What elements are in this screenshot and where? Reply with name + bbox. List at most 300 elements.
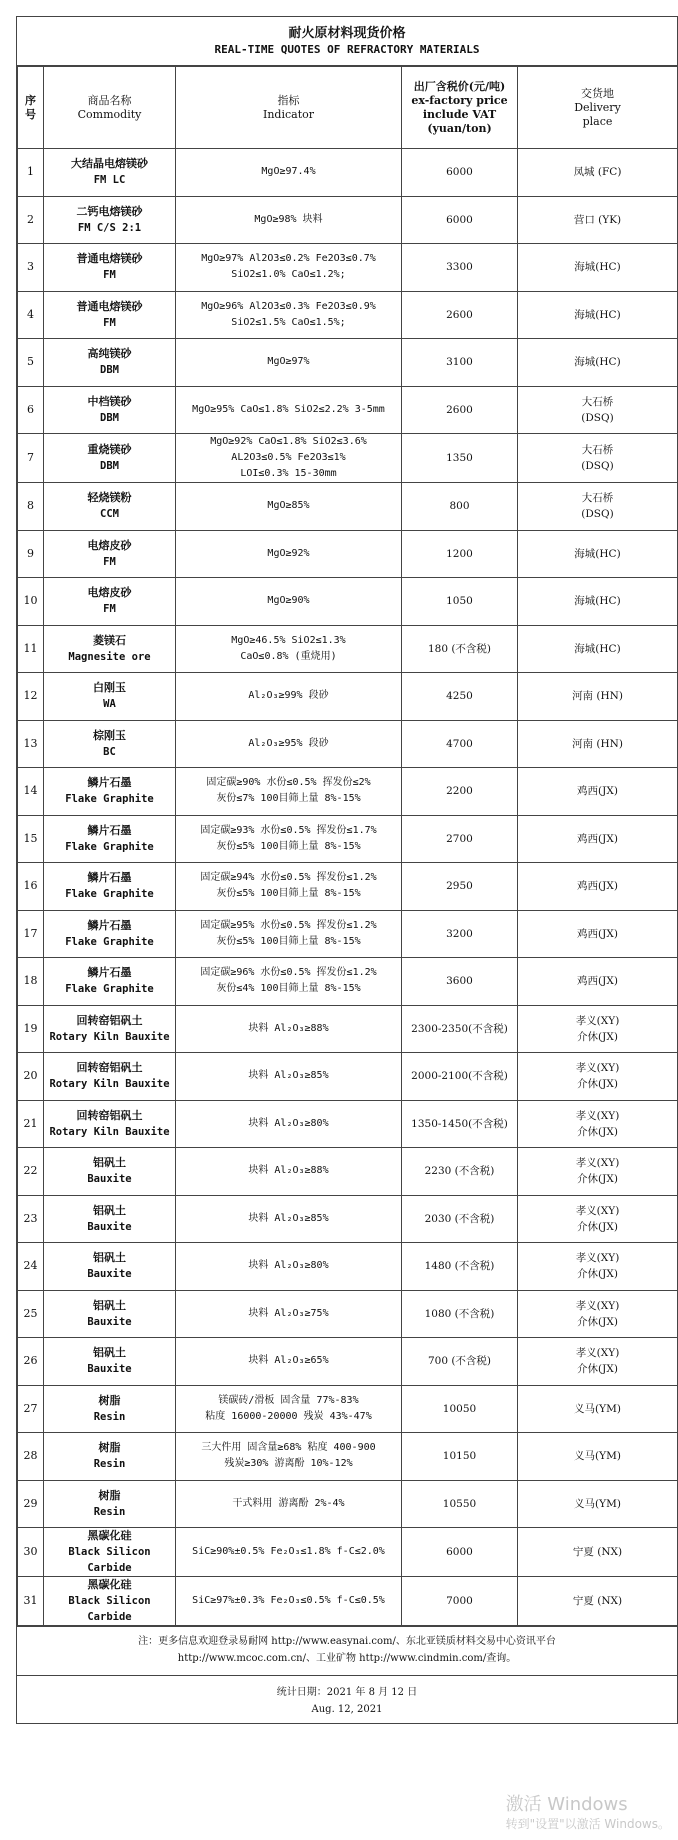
price-value: 1200 (446, 547, 473, 560)
indicator-cell (176, 1053, 402, 1101)
indicator-value: MgO≥97.4% (261, 166, 316, 178)
commodity-cell (44, 149, 176, 197)
indicator-cell (176, 483, 402, 531)
table-row (18, 339, 678, 387)
row-index (18, 1528, 44, 1577)
commodity-en: Resin (93, 1505, 126, 1518)
commodity-en: FM (103, 555, 116, 568)
price-cell (402, 815, 518, 863)
indicator-value: 固定碳≥96% 水份≤0.5% 挥发份≤1.2% 灰份≤4% 100目筛上量 8%-15% (200, 967, 377, 995)
table-row (18, 434, 678, 483)
index-value: 14 (23, 784, 38, 798)
commodity-en: Flake Graphite (65, 888, 154, 901)
indicator-value: 块料 Al₂O₃≥88% (248, 1022, 329, 1034)
indicator-cell (176, 1385, 402, 1433)
table-row (18, 1148, 678, 1196)
commodity-en: Rotary Kiln Bauxite (49, 1125, 170, 1138)
place-value: 大石桥 (DSQ) (581, 395, 614, 424)
place-cell (518, 196, 678, 244)
price-value: 2200 (446, 785, 473, 798)
commodity-en: DBM (100, 411, 119, 424)
place-value: 海城(HC) (574, 547, 621, 560)
indicator-value: MgO≥96% Al2O3≤0.3% Fe2O3≤0.9% SiO2≤1.5% CaO≤1.5%; (201, 300, 376, 328)
row-index (18, 1053, 44, 1101)
commodity-cell (44, 1338, 176, 1386)
price-value: 7000 (446, 1595, 473, 1607)
index-value: 26 (23, 1354, 38, 1368)
commodity-cn: 鳞片石墨 (87, 966, 132, 980)
indicator-cell (176, 720, 402, 768)
commodity-cn: 普通电熔镁砂 (76, 252, 143, 266)
price-cell (402, 1385, 518, 1433)
table-row (18, 1005, 678, 1053)
price-value: 6000 (446, 213, 473, 226)
table-row (18, 578, 678, 626)
place-value: 海城(HC) (574, 308, 621, 321)
place-cell (518, 625, 678, 673)
price-cell (402, 244, 518, 292)
place-cell (518, 1243, 678, 1291)
index-value: 22 (23, 1164, 38, 1178)
commodity-en: Flake Graphite (65, 983, 154, 996)
row-index (18, 625, 44, 673)
commodity-cn: 黑碳化硅 (87, 1578, 132, 1591)
watermark-line-1: 激活 Windows (505, 1794, 628, 1815)
header-place: 交货地 Delivery place (518, 67, 678, 149)
table-row (18, 910, 678, 958)
footnote-line-2: http://www.mcoc.com.cn/、工业矿物 http://www.cindmin.com/查询。 (177, 1653, 517, 1664)
indicator-cell (176, 673, 402, 721)
commodity-cn: 高纯镁砂 (87, 347, 132, 361)
commodity-en: Bauxite (87, 1268, 132, 1281)
indicator-cell (176, 1433, 402, 1481)
indicator-value: 干式料用 游离酚 2%-4% (232, 1497, 345, 1509)
place-cell (518, 863, 678, 911)
commodity-cn: 铝矾土 (93, 1203, 126, 1217)
commodity-cn: 电熔皮砂 (87, 538, 132, 552)
price-value: 700 (不含税) (427, 1355, 492, 1368)
commodity-en: Flake Graphite (65, 840, 154, 853)
indicator-value: SiC≥97%±0.3% Fe₂O₃≤0.5% f-C≤0.5% (192, 1595, 385, 1606)
commodity-cell (44, 673, 176, 721)
price-cell (402, 958, 518, 1006)
place-cell (518, 1148, 678, 1196)
indicator-cell (176, 530, 402, 578)
place-value: 河南 (HN) (572, 737, 623, 750)
table-row (18, 1385, 678, 1433)
place-value: 孝义(XY) 介休(JX) (575, 1252, 620, 1281)
place-cell (518, 386, 678, 434)
index-value: 13 (23, 736, 38, 750)
price-cell (402, 434, 518, 483)
price-value: 2030 (不含税) (424, 1212, 495, 1225)
price-cell (402, 625, 518, 673)
place-value: 海城(HC) (574, 595, 621, 608)
table-row (18, 1577, 678, 1626)
price-value: 1080 (不含税) (424, 1307, 495, 1320)
header-commodity: 商品名称 Commodity (44, 67, 176, 149)
index-value: 30 (23, 1545, 38, 1558)
indicator-value: MgO≥98% 块料 (254, 213, 323, 225)
indicator-cell (176, 339, 402, 387)
indicator-cell (176, 1480, 402, 1528)
commodity-cell (44, 1385, 176, 1433)
commodity-cell (44, 720, 176, 768)
place-value: 孝义(XY) 介休(JX) (575, 1347, 620, 1376)
commodity-cn: 回转窑铝矾土 (76, 1061, 143, 1075)
price-cell (402, 720, 518, 768)
footnote-line-1: 注：更多信息欢迎登录易耐网 http://www.easynai.com/、东北亚镁质材料交易中心资讯平台 (138, 1636, 556, 1647)
index-value: 18 (23, 974, 38, 988)
indicator-value: 块料 Al₂O₃≥65% (248, 1355, 329, 1367)
indicator-value: 固定碳≥90% 水份≤0.5% 挥发份≤2% 灰份≤7% 100目筛上量 8%-15% (206, 777, 371, 805)
commodity-cn: 大结晶电熔镁砂 (71, 157, 148, 171)
commodity-en: Black Silicon Carbide (68, 1546, 151, 1574)
place-value: 鸡西(JX) (577, 880, 618, 893)
commodity-en: Resin (93, 1458, 126, 1471)
place-value: 鸡西(JX) (577, 927, 618, 940)
table-row (18, 863, 678, 911)
place-cell (518, 720, 678, 768)
price-cell (402, 1148, 518, 1196)
row-index (18, 1148, 44, 1196)
commodity-en: Bauxite (87, 1173, 132, 1186)
commodity-cell (44, 196, 176, 244)
index-value: 9 (27, 546, 34, 560)
commodity-cn: 树脂 (98, 1441, 121, 1455)
table-row (18, 1100, 678, 1148)
price-value: 2950 (446, 880, 473, 893)
place-cell (518, 1100, 678, 1148)
indicator-value: 块料 Al₂O₃≥80% (248, 1260, 329, 1272)
price-value: 3600 (446, 975, 473, 988)
sheet-title (17, 16, 677, 66)
commodity-cn: 铝矾土 (93, 1251, 126, 1265)
commodity-en: Flake Graphite (65, 793, 154, 806)
place-cell (518, 339, 678, 387)
commodity-en: Rotary Kiln Bauxite (49, 1030, 170, 1043)
commodity-cell (44, 1005, 176, 1053)
commodity-cn: 鳞片石墨 (87, 871, 132, 885)
commodity-cn: 白刚玉 (93, 681, 126, 695)
indicator-cell (176, 1148, 402, 1196)
price-value: 1350 (446, 452, 473, 464)
place-value: 宁夏 (NX) (572, 1595, 623, 1607)
price-value: 4250 (446, 690, 473, 703)
indicator-value: MgO≥97% Al2O3≤0.2% Fe2O3≤0.7% SiO2≤1.0% CaO≤1.2%; (201, 253, 376, 281)
place-cell (518, 815, 678, 863)
commodity-cn: 鳞片石墨 (87, 776, 132, 790)
row-index (18, 1100, 44, 1148)
statistics-date (17, 1676, 677, 1724)
place-cell (518, 1338, 678, 1386)
row-index (18, 1243, 44, 1291)
commodity-cell (44, 1290, 176, 1338)
place-cell (518, 1385, 678, 1433)
table-row (18, 1053, 678, 1101)
table-row (18, 1433, 678, 1481)
index-value: 21 (23, 1116, 38, 1130)
commodity-cell (44, 1528, 176, 1577)
indicator-value: SiC≥90%±0.5% Fe₂O₃≤1.8% f-C≤2.0% (192, 1546, 385, 1557)
header-index: 序 号 (18, 67, 44, 149)
price-sheet (16, 16, 678, 1724)
row-index (18, 720, 44, 768)
commodity-cell (44, 815, 176, 863)
indicator-value: 块料 Al₂O₃≥88% (248, 1165, 329, 1177)
place-value: 孝义(XY) 介休(JX) (575, 1204, 620, 1233)
commodity-en: FM LC (93, 174, 126, 187)
index-value: 2 (27, 212, 34, 226)
row-index (18, 768, 44, 816)
index-value: 5 (27, 355, 34, 369)
title-en: REAL-TIME QUOTES OF REFRACTORY MATERIALS (214, 43, 480, 56)
commodity-cell (44, 1243, 176, 1291)
indicator-cell (176, 434, 402, 483)
price-cell (402, 863, 518, 911)
price-table (17, 66, 678, 1626)
indicator-value: MgO≥97% (267, 356, 310, 368)
indicator-cell (176, 1528, 402, 1577)
price-value: 3100 (446, 356, 473, 369)
row-index (18, 434, 44, 483)
indicator-value: 块料 Al₂O₃≥80% (248, 1117, 329, 1129)
place-value: 海城(HC) (574, 261, 621, 274)
commodity-en: Magnesite ore (68, 650, 151, 663)
row-index (18, 244, 44, 292)
index-value: 16 (23, 879, 38, 893)
price-cell (402, 578, 518, 626)
place-cell (518, 1053, 678, 1101)
indicator-value: 固定碳≥93% 水份≤0.5% 挥发份≤1.7% 灰份≤5% 100目筛上量 8%-15% (200, 824, 377, 852)
place-cell (518, 910, 678, 958)
table-row (18, 386, 678, 434)
commodity-cell (44, 1480, 176, 1528)
price-value: 2230 (不含税) (424, 1165, 495, 1178)
table-row (18, 530, 678, 578)
row-index (18, 1480, 44, 1528)
row-index (18, 196, 44, 244)
table-row (18, 815, 678, 863)
price-value: 800 (449, 500, 470, 513)
table-row (18, 1480, 678, 1528)
index-value: 1 (27, 165, 34, 179)
place-value: 孝义(XY) 介休(JX) (575, 1062, 620, 1091)
indicator-cell (176, 149, 402, 197)
commodity-en: WA (103, 698, 116, 711)
indicator-value: MgO≥90% (267, 595, 310, 607)
indicator-value: 块料 Al₂O₃≥75% (248, 1307, 329, 1319)
price-value: 10050 (442, 1402, 477, 1415)
indicator-cell (176, 1290, 402, 1338)
watermark-line-2: 转到"设置"以激活 Windows。 (505, 1817, 670, 1831)
price-cell (402, 1243, 518, 1291)
commodity-cell (44, 1100, 176, 1148)
place-value: 鸡西(JX) (577, 975, 618, 988)
footnote (17, 1626, 677, 1676)
place-cell (518, 1480, 678, 1528)
row-index (18, 149, 44, 197)
index-value: 11 (23, 641, 38, 655)
indicator-value: Al₂O₃≥95% 段砂 (248, 737, 329, 749)
place-value: 义马(YM) (574, 1450, 621, 1463)
row-index (18, 1005, 44, 1053)
price-cell (402, 1338, 518, 1386)
index-value: 3 (27, 260, 34, 274)
commodity-cn: 铝矾土 (93, 1346, 126, 1360)
price-value: 3300 (446, 261, 473, 274)
commodity-cell (44, 910, 176, 958)
row-index (18, 578, 44, 626)
stat-date-cn: 统计日期：2021 年 8 月 12 日 (276, 1687, 418, 1698)
indicator-value: 固定碳≥95% 水份≤0.5% 挥发份≤1.2% 灰份≤5% 100目筛上量 8%-15% (200, 919, 377, 947)
place-value: 孝义(XY) 介休(JX) (575, 1014, 620, 1043)
table-row (18, 625, 678, 673)
indicator-cell (176, 1577, 402, 1626)
place-cell (518, 1528, 678, 1577)
index-value: 25 (23, 1306, 38, 1320)
price-cell (402, 673, 518, 721)
header-price: 出厂含税价(元/吨) ex-factory price include VAT (yuan/ton) (402, 67, 518, 149)
indicator-cell (176, 1005, 402, 1053)
indicator-value: 块料 Al₂O₃≥85% (248, 1070, 329, 1082)
commodity-cn: 鳞片石墨 (87, 823, 132, 837)
indicator-cell (176, 291, 402, 339)
indicator-value: MgO≥92% CaO≤1.8% SiO2≤3.6% AL2O3≤0.5% Fe2O3≤1% LOI≤0.3% 15-30mm (210, 436, 367, 479)
indicator-cell (176, 1100, 402, 1148)
price-cell (402, 910, 518, 958)
commodity-en: Flake Graphite (65, 935, 154, 948)
commodity-en: BC (103, 745, 116, 758)
price-value: 4700 (446, 737, 473, 750)
index-value: 8 (27, 499, 34, 513)
commodity-cn: 普通电熔镁砂 (76, 299, 143, 313)
place-value: 海城(HC) (574, 642, 621, 655)
indicator-value: 三大件用 固含量≥68% 粘度 400-900 残炭≥30% 游离酚 10%-12% (201, 1442, 376, 1470)
commodity-cell (44, 1433, 176, 1481)
commodity-cell (44, 863, 176, 911)
price-value: 2600 (446, 308, 473, 321)
commodity-cn: 回转窑铝矾土 (76, 1108, 143, 1122)
place-cell (518, 958, 678, 1006)
place-cell (518, 673, 678, 721)
commodity-cn: 回转窑铝矾土 (76, 1013, 143, 1027)
row-index (18, 1577, 44, 1626)
table-body (18, 149, 678, 1626)
commodity-cell (44, 768, 176, 816)
place-value: 宁夏 (NX) (572, 1546, 623, 1558)
table-row (18, 1290, 678, 1338)
commodity-cell (44, 483, 176, 531)
indicator-cell (176, 386, 402, 434)
table-row (18, 768, 678, 816)
place-value: 义马(YM) (574, 1497, 621, 1510)
price-value: 2600 (446, 403, 473, 416)
index-value: 7 (27, 451, 34, 464)
price-cell (402, 149, 518, 197)
commodity-cell (44, 291, 176, 339)
indicator-cell (176, 578, 402, 626)
price-value: 6000 (446, 1546, 473, 1558)
commodity-en: DBM (100, 460, 119, 472)
place-cell (518, 434, 678, 483)
price-cell (402, 1577, 518, 1626)
indicator-cell (176, 863, 402, 911)
commodity-cell (44, 578, 176, 626)
price-value: 1050 (446, 595, 473, 608)
place-value: 凤城 (FC) (573, 166, 622, 179)
row-index (18, 863, 44, 911)
indicator-value: MgO≥46.5% SiO2≤1.3% CaO≤0.8% (重烧用) (231, 634, 346, 662)
row-index (18, 483, 44, 531)
table-row (18, 1338, 678, 1386)
price-cell (402, 1433, 518, 1481)
row-index (18, 530, 44, 578)
indicator-cell (176, 1338, 402, 1386)
commodity-cn: 鳞片石墨 (87, 918, 132, 932)
price-value: 6000 (446, 166, 473, 179)
row-index (18, 386, 44, 434)
place-cell (518, 530, 678, 578)
commodity-cn: 棕刚玉 (93, 728, 126, 742)
row-index (18, 815, 44, 863)
index-value: 20 (23, 1069, 38, 1083)
index-value: 31 (23, 1594, 38, 1607)
indicator-value: 块料 Al₂O₃≥85% (248, 1212, 329, 1224)
indicator-cell (176, 196, 402, 244)
place-cell (518, 1577, 678, 1626)
row-index (18, 910, 44, 958)
price-value: 2300-2350(不含税) (411, 1022, 508, 1035)
place-cell (518, 768, 678, 816)
indicator-cell (176, 958, 402, 1006)
price-cell (402, 386, 518, 434)
price-cell (402, 1195, 518, 1243)
commodity-cn: 菱镁石 (93, 633, 126, 647)
index-value: 19 (23, 1021, 38, 1035)
indicator-value: 固定碳≥94% 水份≤0.5% 挥发份≤1.2% 灰份≤5% 100目筛上量 8%-15% (200, 872, 377, 900)
price-value: 1480 (不含税) (424, 1260, 495, 1273)
row-index (18, 1433, 44, 1481)
indicator-cell (176, 815, 402, 863)
index-value: 6 (27, 402, 34, 416)
price-value: 1350-1450(不含税) (411, 1117, 508, 1130)
price-cell (402, 768, 518, 816)
indicator-value: MgO≥92% (267, 547, 310, 559)
header-indicator: 指标 Indicator (176, 67, 402, 149)
price-cell (402, 291, 518, 339)
title-cn: 耐火原材料现货价格 (288, 26, 406, 41)
commodity-en: CCM (100, 508, 119, 521)
place-value: 孝义(XY) 介休(JX) (575, 1109, 620, 1138)
commodity-en: FM (103, 603, 116, 616)
commodity-cell (44, 1577, 176, 1626)
indicator-cell (176, 625, 402, 673)
commodity-en: FM (103, 316, 116, 329)
commodity-cell (44, 1053, 176, 1101)
price-cell (402, 483, 518, 531)
indicator-cell (176, 1243, 402, 1291)
table-row (18, 720, 678, 768)
index-value: 28 (23, 1449, 38, 1463)
commodity-en: Bauxite (87, 1315, 132, 1328)
table-row (18, 291, 678, 339)
row-index (18, 1338, 44, 1386)
index-value: 12 (23, 689, 38, 703)
place-value: 鸡西(JX) (577, 785, 618, 798)
price-cell (402, 339, 518, 387)
price-cell (402, 1290, 518, 1338)
